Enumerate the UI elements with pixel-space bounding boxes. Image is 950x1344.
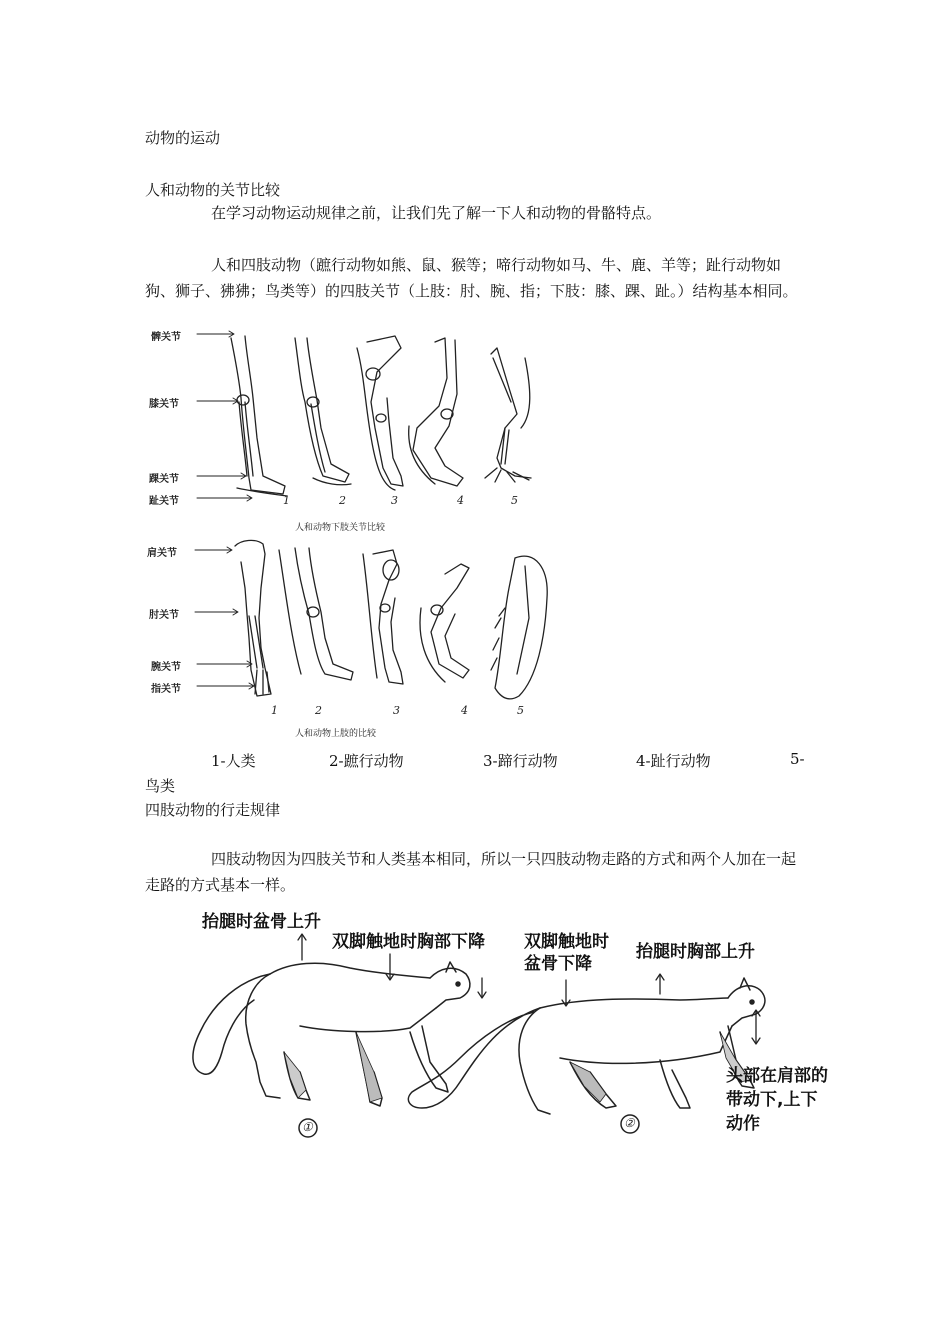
number-5: 5 — [517, 704, 524, 717]
skeleton-comparison-figure — [145, 318, 565, 742]
number-4: 4 — [461, 704, 468, 717]
label-head-1: 头部在肩部的 — [726, 1066, 828, 1086]
label-pelvis-lowers-1: 双脚触地时 — [524, 932, 609, 952]
legend-item-digitigrade: 4-趾行动物 — [636, 752, 711, 770]
mark-1: ① — [302, 1120, 313, 1134]
number-1: 1 — [283, 494, 290, 507]
number-2: 2 — [315, 704, 322, 717]
label-chest-rises: 抬腿时胸部上升 — [636, 942, 755, 962]
label-chest-lowers: 双脚触地时胸部下降 — [332, 932, 485, 952]
number-3: 3 — [393, 704, 400, 717]
legend-item-bird-prefix: 5- — [790, 750, 805, 768]
intro-paragraph: 在学习动物运动规律之前，让我们先了解一下人和动物的骨骼特点。 — [211, 204, 662, 222]
number-5: 5 — [511, 494, 518, 507]
label-ankle-joint: 踝关节 — [149, 474, 179, 485]
caption-upper-limbs: 人和动物上肢的比较 — [295, 729, 377, 739]
label-head-3: 动作 — [726, 1114, 760, 1134]
legend-item-human: 1-人类 — [211, 752, 256, 770]
number-4: 4 — [457, 494, 464, 507]
legend-item-ungulate: 3-蹄行动物 — [483, 752, 558, 770]
joints-paragraph: 人和四肢动物（蹠行动物如熊、鼠、猴等；啼行动物如马、牛、鹿、羊等；趾行动物如狗、狮子、狒狒；鸟类等）的四肢关节（上肢：肘、腕、指；下肢：膝、踝、趾。）结构基本相同。 — [145, 256, 798, 300]
number-2: 2 — [339, 494, 346, 507]
label-wrist-joint: 腕关节 — [151, 662, 181, 673]
walking-cat-figure — [160, 902, 850, 1172]
legend-row — [145, 750, 810, 770]
section-heading-joints: 人和动物的关节比较 — [145, 181, 281, 199]
walking-paragraph: 四肢动物因为四肢关节和人类基本相同，所以一只四肢动物走路的方式和两个人加在一起走路的方式基本一样。 — [145, 850, 797, 894]
label-toe-joint: 趾关节 — [149, 496, 179, 507]
label-finger-joint: 指关节 — [151, 684, 181, 695]
label-hip-joint: 髀关节 — [151, 332, 181, 343]
label-pelvis-rises: 抬腿时盆骨上升 — [202, 912, 321, 932]
label-pelvis-lowers-2: 盆骨下降 — [524, 954, 592, 974]
label-shoulder-joint: 肩关节 — [147, 548, 177, 559]
section-heading-walking: 四肢动物的行走规律 — [145, 801, 281, 819]
legend-item-bird: 鸟类 — [145, 777, 176, 795]
mark-2: ② — [624, 1116, 635, 1130]
label-head-2: 带动下,上下 — [726, 1090, 818, 1110]
caption-lower-limbs: 人和动物下肢关节比较 — [295, 523, 386, 533]
label-knee-joint: 膝关节 — [149, 399, 179, 410]
label-elbow-joint: 肘关节 — [149, 610, 179, 621]
page-title: 动物的运动 — [145, 129, 221, 147]
legend-item-plantigrade: 2-蹠行动物 — [329, 752, 404, 770]
number-3: 3 — [391, 494, 398, 507]
number-1: 1 — [271, 704, 278, 717]
